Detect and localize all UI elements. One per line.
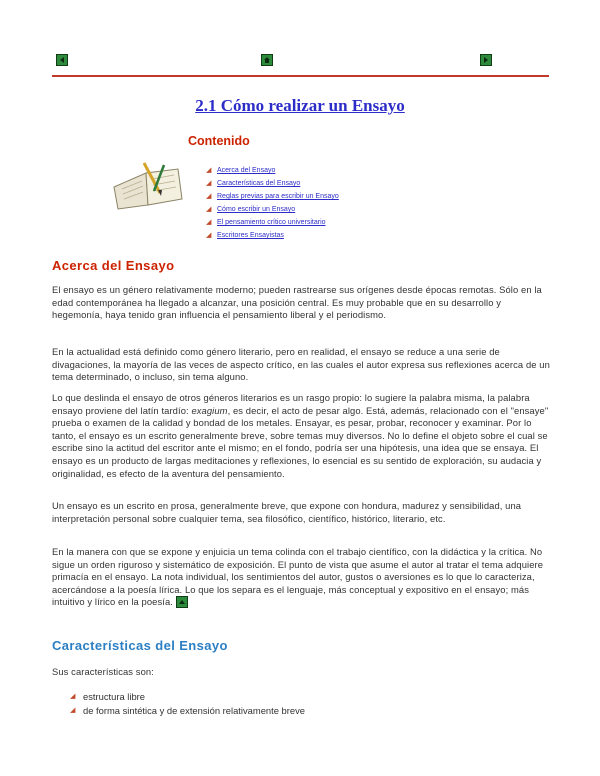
feature-list (70, 689, 305, 717)
paragraph-text: En la manera con que se expone y enjuicia un tema colinda con el trabajo científico, con la didáctica y la crítica. No sigue un orden riguroso y sistemático de exposición. El punto de vista que asume el autor al tratar el tema adquiere primacía en el ensayo. La nota individual, los sentimientos del autor, gustos o aversiones es lo que lo caracteriza, acercándose a la poesía lírica. Lo que los separa es el lenguaje, más conceptual y expositivo en el ensayo; más intuitivo y lírico en la poesía. (52, 546, 544, 608)
section-heading-caracteristicas: Características del Ensayo (52, 638, 228, 653)
toc-link-como-escribir[interactable]: Cómo escribir un Ensayo (217, 206, 296, 213)
latin-term: exagium (191, 404, 228, 416)
toc-item (206, 229, 339, 242)
bullet-icon: ◢ (206, 206, 212, 213)
paragraph: Un ensayo es un escrito en prosa, generalmente breve, que expone con hondura, madurez y sensibilidad, una interpretación personal sobre cualquier tema, sea filosófico, científico, histórico, literario, etc. (52, 500, 522, 524)
bullet-icon: ◢ (206, 193, 212, 200)
bullet-icon: ◢ (206, 232, 212, 239)
toc-link-pensamiento[interactable]: El pensamiento crítico universitario (217, 219, 326, 226)
navigation-bar (56, 54, 546, 72)
toc-item (206, 216, 339, 229)
toc-link-escritores[interactable]: Escritores Ensayistas (217, 232, 284, 239)
bullet-icon: ◢ (206, 167, 212, 174)
arrow-right-icon[interactable] (480, 54, 492, 66)
home-icon[interactable] (261, 54, 273, 66)
list-item (70, 703, 305, 717)
paragraph (52, 392, 550, 480)
list-item-text: estructura libre (83, 690, 146, 702)
toc-item (206, 203, 339, 216)
paragraph: En la actualidad está definido como género literario, pero en realidad, el ensayo se reduce a una serie de divagaciones, la mayoría de las veces de aspecto crítico, en las cuales el autor expresa sus reflexiones acerca de un tema determinado, o incluso, sin tema alguno. (52, 346, 550, 383)
contents-heading: Contenido (188, 134, 250, 148)
bullet-icon: ◢ (206, 180, 212, 187)
toc-link-acerca[interactable]: Acerca del Ensayo (217, 167, 276, 174)
toc-item (206, 190, 339, 203)
paragraph (52, 546, 550, 609)
open-book-icon (108, 159, 188, 215)
toc-item (206, 164, 339, 177)
paragraph: El ensayo es un género relativamente moderno; pueden rastrearse sus orígenes desde épocas remotas. Sólo en la edad contemporánea ha llegado a alcanzar, una posición central. Es muy probable que en su desarrollo y hegemonía, haya tenido gran influencia el pensamiento liberal y el periodismo. (52, 284, 542, 321)
toc-item (206, 177, 339, 190)
paragraph: Sus características son: (52, 666, 154, 677)
paragraph-text: , es decir, el acto de pesar algo. Está, además, relacionado con el "ensaye" prueba o examen de la calidad y bondad de los metales. Ensayar, es pesar, probar, reconocer y examinar. Por lo tanto, el ensayo es un escrito generalmente breve, sobre temas muy diversos. No lo define el objeto sobre el cual se escribe sino la actitud del escritor ante el mismo; en el fondo, podría ser una hipótesis, una idea que se ensaya. El ensayo es un producto de largas meditaciones y reflexiones, lo esencial es su sentido de exploración, su audacia y originalidad, es efecto de la aventura del pensamiento. (52, 404, 549, 479)
toc-link-reglas[interactable]: Reglas previas para escribir un Ensayo (217, 193, 339, 200)
bullet-icon: ◢ (206, 219, 212, 226)
table-of-contents (206, 164, 339, 242)
page-title: 2.1 Cómo realizar un Ensayo (195, 96, 405, 115)
list-item (70, 689, 305, 703)
arrow-left-icon[interactable] (56, 54, 68, 66)
bullet-icon: ◢ (70, 707, 76, 714)
list-item-text: de forma sintética y de extensión relativamente breve (83, 704, 305, 716)
section-heading-acerca: Acerca del Ensayo (52, 258, 175, 273)
header-divider (52, 75, 549, 77)
bullet-icon: ◢ (70, 693, 76, 700)
toc-link-caracteristicas[interactable]: Características del Ensayo (217, 180, 301, 187)
arrow-up-icon[interactable] (176, 596, 188, 608)
paragraph-text: Lo que deslinda el ensayo de otros géneros literarios es un rasgo propio: lo sugiere la palabra misma, la palabra ensayo proviene del latín tardío: (52, 392, 530, 416)
